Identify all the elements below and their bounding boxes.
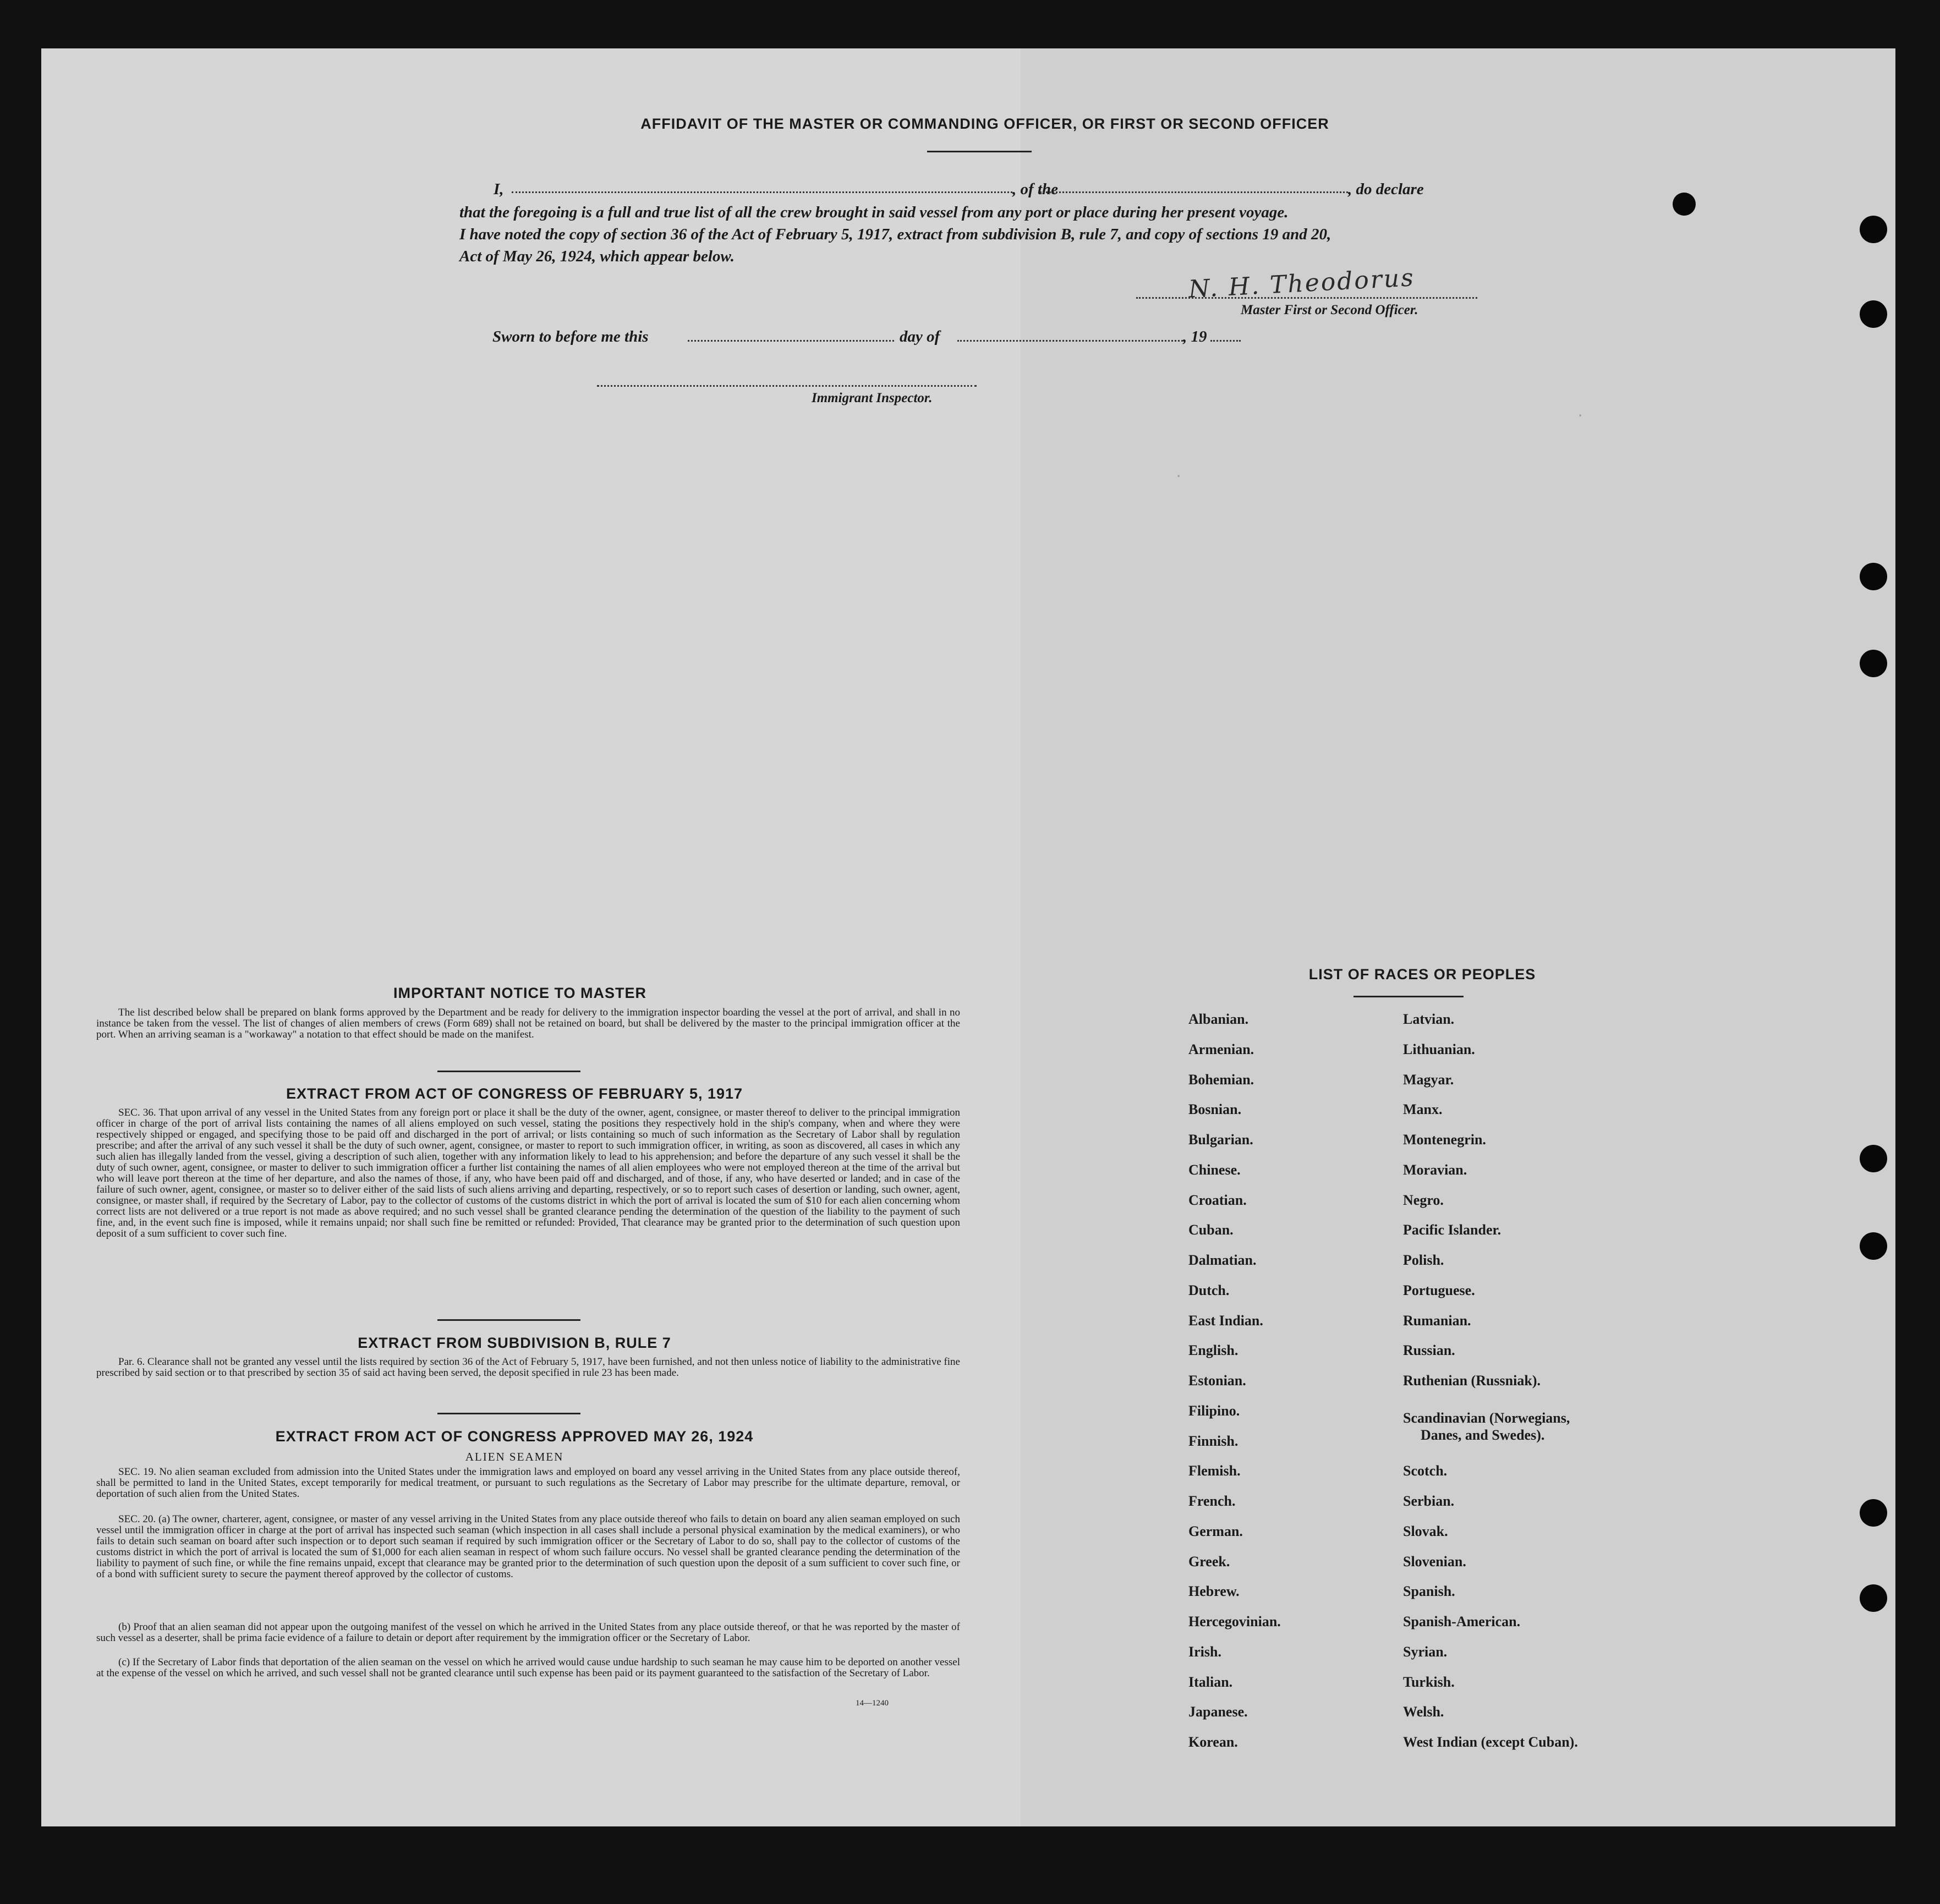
race-item: French. [1188,1493,1236,1509]
race-item: Turkish. [1403,1674,1455,1690]
race-item: Filipino. [1188,1403,1240,1419]
title-divider [927,151,1032,152]
race-item: Croatian. [1188,1192,1247,1208]
race-item: Welsh. [1403,1704,1444,1720]
race-item: Hebrew. [1188,1583,1240,1599]
race-item: Chinese. [1188,1162,1241,1178]
race-item: Russian. [1403,1342,1455,1358]
race-item: Serbian. [1403,1493,1455,1509]
race-item: Bohemian. [1188,1072,1254,1088]
extract-1917-divider [437,1319,580,1321]
race-item: East Indian. [1188,1313,1263,1329]
race-item: Scotch. [1403,1463,1448,1479]
race-item: Japanese. [1188,1704,1248,1720]
race-item: Scandinavian (Norwegians, [1403,1410,1570,1426]
form-number: 14—1240 [856,1699,889,1708]
signature-line [1136,297,1477,299]
do-declare-label: , do declare [1348,180,1424,198]
race-item: Polish. [1403,1252,1444,1268]
year-label: , 19 [1183,328,1207,345]
section-19-body: SEC. 19. No alien seaman excluded from admission into the United States under the immigration laws and employed on board any vessel arriving in the United States from any place outside thereof, shall be permitted to land in the United States, except temporarily for medical treatment, or pursuant to such regulations as the Secretary of Labor may prescribe for the ultimate departure, removal, or deportation of such alien from the United States. [96,1466,960,1500]
bleed-through-mark: . [1576,406,1585,421]
alien-seamen-subtitle: ALIEN SEAMEN [465,1450,564,1463]
inspector-caption: Immigrant Inspector. [812,391,933,405]
day-of-label: day of [900,328,940,345]
punch-hole [1860,1584,1887,1612]
section-20b-body: (b) Proof that an alien seaman did not appear upon the outgoing manifest of the vessel on which he arrived in the United States from any place outside thereof, or that he was reported by the master of such vessel as a deserter, shall be prima facie evidence of a failure to detain or deport after requirement by the immigration officer or the Secretary of Labor. [96,1621,960,1644]
affidavit-i-label: I, [494,180,504,198]
race-item-wrap: Danes, and Swedes). [1421,1427,1545,1443]
race-item: Negro. [1403,1192,1444,1208]
rule7-title: EXTRACT FROM SUBDIVISION B, RULE 7 [358,1335,671,1351]
notice-title: IMPORTANT NOTICE TO MASTER [393,985,646,1001]
notice-divider [437,1071,580,1072]
race-item: Rumanian. [1403,1313,1471,1329]
affidavit-line-2: I have noted the copy of section 36 of the Act of February 5, 1917, extract from subdivision B, rule 7, and copy of sections 19 and 20, [459,226,1331,243]
extract-1924-title: EXTRACT FROM ACT OF CONGRESS APPROVED MAY 26, 1924 [275,1428,754,1445]
race-item: Slovenian. [1403,1554,1466,1570]
name-blank[interactable] [512,191,1012,193]
bleed-through-mark: . [1175,467,1183,481]
race-item: Hercegovinian. [1188,1614,1281,1629]
race-item: Spanish-American. [1403,1614,1521,1629]
document-sheet [41,48,1895,1826]
race-item: English. [1188,1342,1238,1358]
affidavit-title: AFFIDAVIT OF THE MASTER OR COMMANDING OFFICER, OR FIRST OR SECOND OFFICER [640,116,1329,132]
races-divider [1353,996,1464,997]
race-item: Dutch. [1188,1282,1230,1298]
race-item: Syrian. [1403,1644,1448,1660]
race-item: Latvian. [1403,1011,1455,1027]
affidavit-line-3: Act of May 26, 1924, which appear below. [459,248,735,265]
race-item: Armenian. [1188,1041,1254,1057]
race-item: Ruthenian (Russniak). [1403,1373,1541,1389]
of-the-label: , of the [1012,180,1058,198]
race-item: West Indian (except Cuban). [1403,1734,1578,1750]
race-item: Albanian. [1188,1011,1249,1027]
sworn-day-blank[interactable] [688,340,894,342]
rule7-body: Par. 6. Clearance shall not be granted any vessel until the lists required by section 36 of the Act of February 5, 1917, have been furnished, and not then unless notice of liability to the administrative fine prescribed by said section or to that prescribed by section 35 of said act having been served, the deposit specified in rule 23 has been made. [96,1356,960,1379]
punch-hole [1860,216,1887,243]
race-item: Lithuanian. [1403,1041,1475,1057]
race-item: Bosnian. [1188,1101,1242,1117]
race-item: Montenegrin. [1403,1132,1486,1148]
punch-hole [1673,193,1696,216]
vessel-blank[interactable] [1040,191,1348,193]
notice-body: The list described below shall be prepared on blank forms approved by the Department and be ready for delivery to the immigration inspector boarding the vessel at the port of arrival, and shall in no instance be taken from the vessel. The list of changes of alien members of crews (Form 689) shall not be retained on board, but shall be delivered by the master to the principal immigration officer at the port. When an arriving seaman is a "workaway" a notation to that effect should be made on the manifest. [96,1007,960,1040]
rule7-divider [437,1413,580,1414]
sworn-year-blank[interactable] [1210,340,1241,342]
race-item: Finnish. [1188,1433,1238,1449]
race-item: Greek. [1188,1554,1230,1570]
affidavit-line-1: that the foregoing is a full and true list of all the crew brought in said vessel from any port or place during her present voyage. [459,204,1289,221]
inspector-signature-line[interactable] [597,385,977,387]
race-item: Flemish. [1188,1463,1241,1479]
punch-hole [1860,1232,1887,1260]
extract-1917-title: EXTRACT FROM ACT OF CONGRESS OF FEBRUARY 5, 1917 [286,1085,743,1102]
race-item: Cuban. [1188,1222,1234,1238]
race-item: Irish. [1188,1644,1221,1660]
race-item: German. [1188,1523,1243,1539]
section-20a-body: SEC. 20. (a) The owner, charterer, agent, consignee, or master of any vessel arriving in the United States from any place outside thereof who fails to detain on board any alien seaman employed on such vessel until the immigration officer in charge at the port of arrival has inspected such seaman (which inspection in all cases shall include a personal physical examination by the medical examiners), or who fails to detain such seaman on board after such inspection or to deport such seaman if required by such immigration officer or the Secretary of Labor to do so, shall pay to the collector of customs of the customs district in which the port of arrival is located the sum of $1,000 for each alien seaman in respect of whom such failure occurs. No vessel shall be granted clearance pending the determination of the liability to payment of such fine, or while the fine remains unpaid, except that clearance may be granted prior to the determination of such question upon the deposit of a sum sufficient to cover such fine, or of a bond with sufficient surety to secure the payment thereof approved by the collector of customs. [96,1513,960,1580]
race-item: Pacific Islander. [1403,1222,1501,1238]
race-item: Bulgarian. [1188,1132,1253,1148]
race-item: Spanish. [1403,1583,1455,1599]
signature-caption: Master First or Second Officer. [1241,303,1418,317]
punch-hole [1860,650,1887,677]
race-item: Moravian. [1403,1162,1467,1178]
race-item: Manx. [1403,1101,1443,1117]
race-item: Slovak. [1403,1523,1448,1539]
race-item: Italian. [1188,1674,1233,1690]
sworn-month-blank[interactable] [957,340,1183,342]
race-item: Portuguese. [1403,1282,1475,1298]
punch-hole [1860,300,1887,328]
punch-hole [1860,1145,1887,1172]
race-item: Dalmatian. [1188,1252,1257,1268]
section-20c-body: (c) If the Secretary of Labor finds that deportation of the alien seaman on the vessel on which he arrived would cause undue hardship to such seaman he may cause him to be deported on another vessel at the expense of the vessel on which he arrived, and such vessel shall not be granted clearance until such expense has been paid or its payment guaranteed to the satisfaction of the Secretary of Labor. [96,1656,960,1679]
punch-hole [1860,1499,1887,1527]
race-item: Korean. [1188,1734,1238,1750]
master-signature: N. H. Theodorus [1187,264,1416,304]
sworn-label: Sworn to before me this [492,328,649,345]
race-item: Magyar. [1403,1072,1454,1088]
races-title: LIST OF RACES OR PEOPLES [1308,966,1536,983]
race-item: Estonian. [1188,1373,1246,1389]
extract-1917-body: SEC. 36. That upon arrival of any vessel in the United States from any foreign port or place it shall be the duty of the owner, agent, consignee, or master thereof to deliver to the principal immigration officer in charge of the port of arrival lists containing the names of all aliens employed on such vessel, stating the positions they respectively hold in the ship's company, when and where they were respectively shipped or engaged, and specifying those to be paid off and discharged in the port of arrival; or lists containing so much of such information as the Secretary of Labor shall by regulation prescribe; and after the arrival of any such vessel it shall be the duty of such owner, agent, consignee, or master to report to such immigration officer, in writing, as soon as discovered, all cases in which any such alien has illegally landed from the vessel, giving a description of such alien, together with any information likely to lead to his apprehension; and before the departure of any such vessel it shall be the duty of such owner, agent, consignee, or master to deliver to such immigration officer a further list containing the names of all alien employees who were not employed thereon at the time of the arrival but who will leave port thereon at the time of her departure, and also the names of those, if any, who have been paid off and discharged, and of those, if any, who have deserted or landed; and in case of the failure of such owner, agent, consignee, or master so to deliver either of the said lists of such aliens arriving and departing, respectively, or so to report such cases of desertion or landing, such owner, agent, consignee, or master shall, if required by the Secretary of Labor, pay to the collector of customs of the customs district in which the port of arrival is located the sum of $10 for each alien concerning whom correct lists are not delivered or a true report is not made as above required; and no such vessel shall be granted clearance pending the determination of the question of the liability to the payment of such fine, and, in the event such fine is imposed, while it remains unpaid; nor shall such fine be remitted or refunded: Provided, That clearance may be granted prior to the determination of such question upon deposit of a sum sufficient to cover such fine. [96,1107,960,1239]
punch-hole [1860,563,1887,590]
